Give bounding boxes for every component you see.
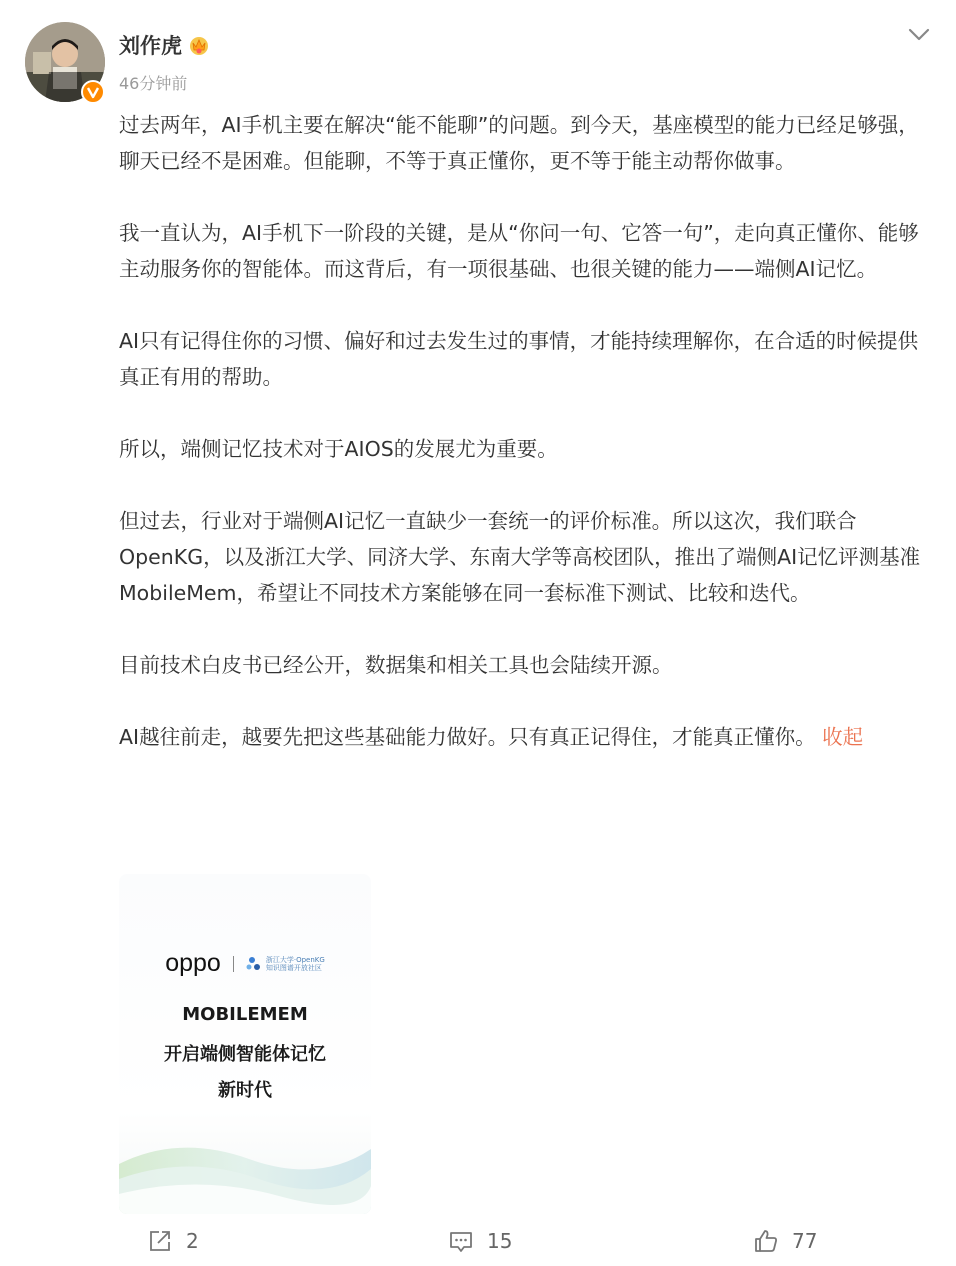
card-title-line2: 开启端侧智能体记忆 [164, 1044, 326, 1065]
chevron-down-icon[interactable] [904, 22, 934, 48]
card-title-line3: 新时代 [218, 1080, 272, 1101]
openkg-text-line2: 知识图谱开放社区 [265, 963, 322, 972]
openkg-text [266, 956, 325, 972]
post-text [119, 107, 937, 755]
comment-count: 15 [487, 1229, 513, 1253]
author-name-row [119, 30, 210, 60]
openkg-text-line1: 浙江大学·OpenKG [265, 955, 325, 964]
repost-icon [146, 1227, 174, 1255]
post-paragraph: 目前技术白皮书已经公开，数据集和相关工具也会陆续开源。 [119, 653, 673, 677]
post-paragraph: 所以，端侧记忆技术对于AIOS的发展尤为重要。 [119, 437, 558, 461]
collapse-link[interactable]: 收起 [822, 725, 864, 749]
card-title-line1: MOBILEMEM [182, 1004, 308, 1025]
repost-button[interactable] [146, 1227, 199, 1255]
comment-icon [447, 1227, 475, 1255]
post-paragraph: 我一直认为，AI手机下一阶段的关键，是从“你问一句、它答一句”，走向真正懂你、能够主动服务你的智能体。而这背后，有一项很基础、也很关键的能力——端侧AI记忆。 [119, 221, 919, 281]
repost-count: 2 [186, 1229, 199, 1253]
like-button[interactable] [752, 1227, 817, 1255]
oppo-logo: oppo [165, 949, 221, 977]
logo-divider [233, 956, 234, 972]
like-count: 77 [792, 1229, 818, 1253]
author-name[interactable]: 刘作虎 [119, 34, 182, 58]
post-image[interactable] [119, 874, 371, 1214]
comment-button[interactable] [447, 1227, 512, 1255]
crown-icon[interactable] [188, 34, 210, 56]
openkg-logo [246, 956, 325, 972]
openkg-icon [246, 956, 262, 972]
post-timestamp[interactable]: 46分钟前 [119, 74, 188, 93]
post-paragraph: 过去两年，AI手机主要在解决“能不能聊”的问题。到今天，基座模型的能力已经足够强，聊天已经不是困难。但能聊，不等于真正懂你，更不等于能主动帮你做事。 [119, 113, 919, 173]
card-logos [119, 949, 371, 978]
post-paragraph-last-text: AI越往前走，越要先把这些基础能力做好。只有真正记得住，才能真正懂你。 [119, 725, 816, 749]
post-paragraph: AI只有记得住你的习惯、偏好和过去发生过的事情，才能持续理解你，在合适的时候提供真正有用的帮助。 [119, 329, 919, 389]
verified-badge-icon [81, 80, 105, 104]
thumbs-up-icon [752, 1227, 780, 1255]
action-bar [0, 1227, 956, 1259]
post-paragraph-last [119, 719, 937, 755]
post-paragraph: 但过去，行业对于端侧AI记忆一直缺少一套统一的评价标准。所以这次，我们联合 OpenKG，以及浙江大学、同济大学、东南大学等高校团队，推出了端侧AI记忆评测基准 MobileMem，希望让不同技术方案能够在同一套标准下测试、比较和迭代。 [119, 509, 921, 605]
card-wave-decoration [119, 1124, 371, 1214]
